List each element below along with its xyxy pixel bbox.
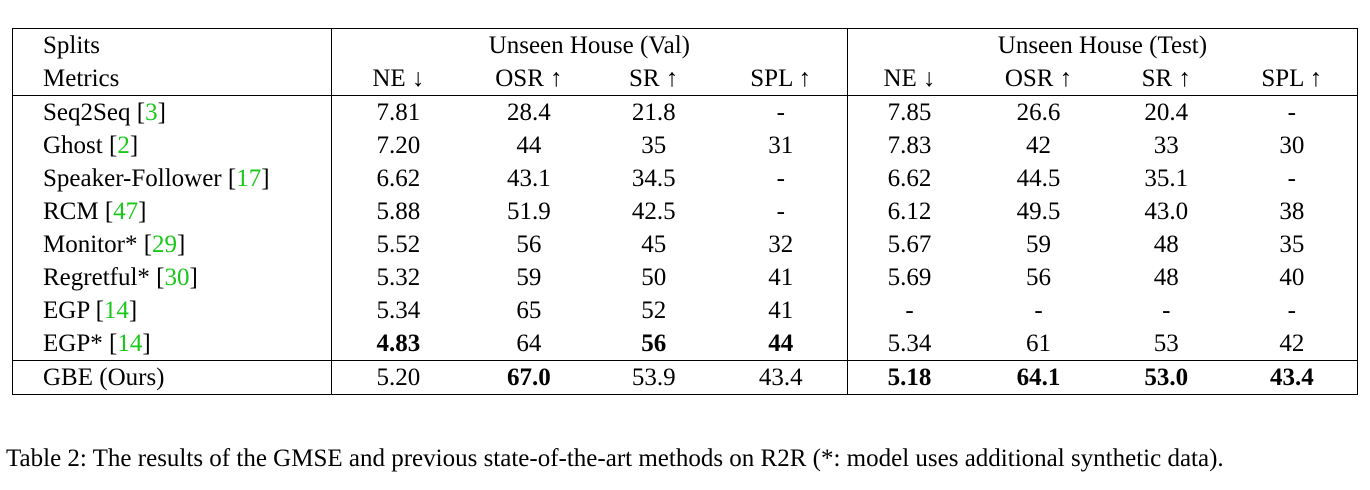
method-name: EGP [14] <box>13 294 332 327</box>
metric-cell: - <box>715 162 848 195</box>
metric-cell <box>715 327 848 361</box>
metric-cell: 42.5 <box>631 198 676 225</box>
method-name: RCM [47] <box>13 195 332 228</box>
metric-cell: 5.69 <box>887 264 932 291</box>
metric-cell <box>331 327 465 361</box>
metric-cell: 64 <box>516 330 542 357</box>
metric-cell: 41 <box>715 294 848 327</box>
citation-link[interactable]: 47 <box>113 198 139 225</box>
metric-cell: 42 <box>1227 327 1358 361</box>
metric-cell: 65 <box>516 297 542 324</box>
metric-cell: 61 <box>1026 330 1052 357</box>
metric-cell: 51.9 <box>507 198 551 225</box>
splits-label: Splits <box>13 29 332 63</box>
column-header: SPL ↑ <box>1227 62 1358 96</box>
header-row-metrics <box>13 62 1358 96</box>
method-name: Speaker-Follower [17] <box>13 162 332 195</box>
metric-cell: 5.32 <box>376 264 421 291</box>
metric-cell: 52 <box>641 297 667 324</box>
method-label: Regretful* <box>43 264 157 291</box>
column-header: SR ↑ <box>1106 62 1227 96</box>
citation-link[interactable]: 3 <box>145 99 158 126</box>
metric-cell: 56 <box>516 231 542 258</box>
citation-link[interactable]: 29 <box>152 231 178 258</box>
table-row <box>13 129 1358 162</box>
best-value: 64.1 <box>1016 364 1061 391</box>
metric-cell: 38 <box>1227 195 1358 228</box>
group-header-test: Unseen House (Test) <box>847 29 1357 63</box>
metric-cell <box>1227 361 1358 395</box>
method-label: EGP <box>43 297 96 324</box>
metric-cell: 7.81 <box>376 99 421 126</box>
best-value: 5.18 <box>887 364 932 391</box>
table-row <box>13 261 1358 294</box>
metric-cell: 44 <box>516 132 542 159</box>
metric-cell: 32 <box>715 228 848 261</box>
metric-cell: 53.9 <box>593 361 715 395</box>
metric-cell: 30 <box>1227 129 1358 162</box>
metric-cell <box>847 361 971 395</box>
method-label: Ghost <box>43 132 109 159</box>
citation-link[interactable]: 14 <box>103 297 129 324</box>
metric-cell: 41 <box>715 261 848 294</box>
table-row <box>13 228 1358 261</box>
metric-cell: 21.8 <box>631 99 676 126</box>
metric-cell: - <box>1227 162 1358 195</box>
metric-cell: 48 <box>1153 264 1179 291</box>
metric-cell: 43.4 <box>715 361 848 395</box>
metric-cell: 35 <box>1227 228 1358 261</box>
metric-cell: 42 <box>1026 132 1052 159</box>
metric-cell: 28.4 <box>507 99 551 126</box>
metric-cell <box>593 327 715 361</box>
table-row <box>13 96 1358 130</box>
metric-cell: 49.5 <box>1016 198 1061 225</box>
metric-cell: 45 <box>641 231 667 258</box>
metric-cell: 34.5 <box>631 165 676 192</box>
metric-cell: - <box>905 297 914 324</box>
best-value: 43.4 <box>1269 364 1314 391</box>
metric-cell: 6.62 <box>887 165 932 192</box>
metric-cell: 53 <box>1153 330 1179 357</box>
method-label: EGP* <box>43 330 109 357</box>
column-header: NE ↓ <box>847 62 971 96</box>
metrics-label: Metrics <box>13 62 332 96</box>
column-header: NE ↓ <box>331 62 465 96</box>
citation-link[interactable]: 17 <box>236 165 262 192</box>
best-value: 4.83 <box>376 330 421 357</box>
table-caption: Table 2: The results of the GMSE and previous state-of-the-art methods on R2R (*: model uses additional synthetic data). <box>6 445 1224 472</box>
metric-cell: 40 <box>1227 261 1358 294</box>
metric-cell: 44.5 <box>1016 165 1061 192</box>
best-value: 67.0 <box>507 364 551 391</box>
metric-cell: 5.20 <box>331 361 465 395</box>
metric-cell: 5.67 <box>887 231 932 258</box>
metric-cell: - <box>715 96 848 130</box>
metric-cell: 59 <box>516 264 542 291</box>
method-name: EGP* [14] <box>13 327 332 361</box>
citation-link[interactable]: 14 <box>117 330 143 357</box>
citation-link[interactable]: 30 <box>164 264 190 291</box>
table-row <box>13 294 1358 327</box>
group-header-val: Unseen House (Val) <box>331 29 847 63</box>
best-value: 56 <box>641 330 667 357</box>
method-label: Speaker-Follower <box>43 165 228 192</box>
header-row-splits <box>13 29 1358 63</box>
metric-cell: 35 <box>641 132 667 159</box>
metric-cell <box>1106 361 1227 395</box>
table-row-ours <box>13 361 1358 395</box>
metric-cell: 6.12 <box>887 198 932 225</box>
method-name: Seq2Seq [3] <box>13 96 332 130</box>
metric-cell: 5.52 <box>376 231 421 258</box>
best-value: 53.0 <box>1144 364 1189 391</box>
table-row <box>13 327 1358 361</box>
metric-cell: 5.88 <box>376 198 421 225</box>
method-label: Monitor* <box>43 231 144 258</box>
metric-cell: - <box>1227 294 1358 327</box>
metric-cell: 43.1 <box>507 165 551 192</box>
metric-cell: 48 <box>1153 231 1179 258</box>
column-header: SR ↑ <box>593 62 715 96</box>
metric-cell: 5.34 <box>887 330 932 357</box>
method-name: Regretful* [30] <box>13 261 332 294</box>
metric-cell: 7.85 <box>887 99 932 126</box>
method-label: GBE (Ours) <box>43 364 165 391</box>
metric-cell: 5.34 <box>376 297 421 324</box>
table-row <box>13 162 1358 195</box>
metric-cell: 33 <box>1153 132 1179 159</box>
best-value: 44 <box>768 330 794 357</box>
metric-cell: - <box>1162 297 1171 324</box>
metric-cell: 35.1 <box>1144 165 1189 192</box>
method-label: RCM <box>43 198 105 225</box>
metric-cell: 7.83 <box>887 132 932 159</box>
results-table <box>12 28 1358 395</box>
metric-cell <box>971 361 1106 395</box>
metric-cell: 6.62 <box>376 165 421 192</box>
method-label: Seq2Seq <box>43 99 137 126</box>
metric-cell: - <box>1227 96 1358 130</box>
metric-cell: 20.4 <box>1144 99 1189 126</box>
metric-cell: - <box>1034 297 1043 324</box>
method-name <box>13 361 332 395</box>
column-header: OSR ↑ <box>465 62 593 96</box>
metric-cell: 31 <box>715 129 848 162</box>
column-header: SPL ↑ <box>715 62 848 96</box>
column-header: OSR ↑ <box>971 62 1106 96</box>
metric-cell: 56 <box>1026 264 1052 291</box>
citation-link[interactable]: 2 <box>117 132 130 159</box>
metric-cell: - <box>715 195 848 228</box>
metric-cell: 7.20 <box>376 132 421 159</box>
metric-cell: 59 <box>1026 231 1052 258</box>
metric-cell <box>465 361 593 395</box>
metric-cell: 26.6 <box>1016 99 1061 126</box>
metric-cell: 50 <box>641 264 667 291</box>
method-name: Ghost [2] <box>13 129 332 162</box>
metric-cell: 43.0 <box>1144 198 1189 225</box>
table-row <box>13 195 1358 228</box>
method-name: Monitor* [29] <box>13 228 332 261</box>
